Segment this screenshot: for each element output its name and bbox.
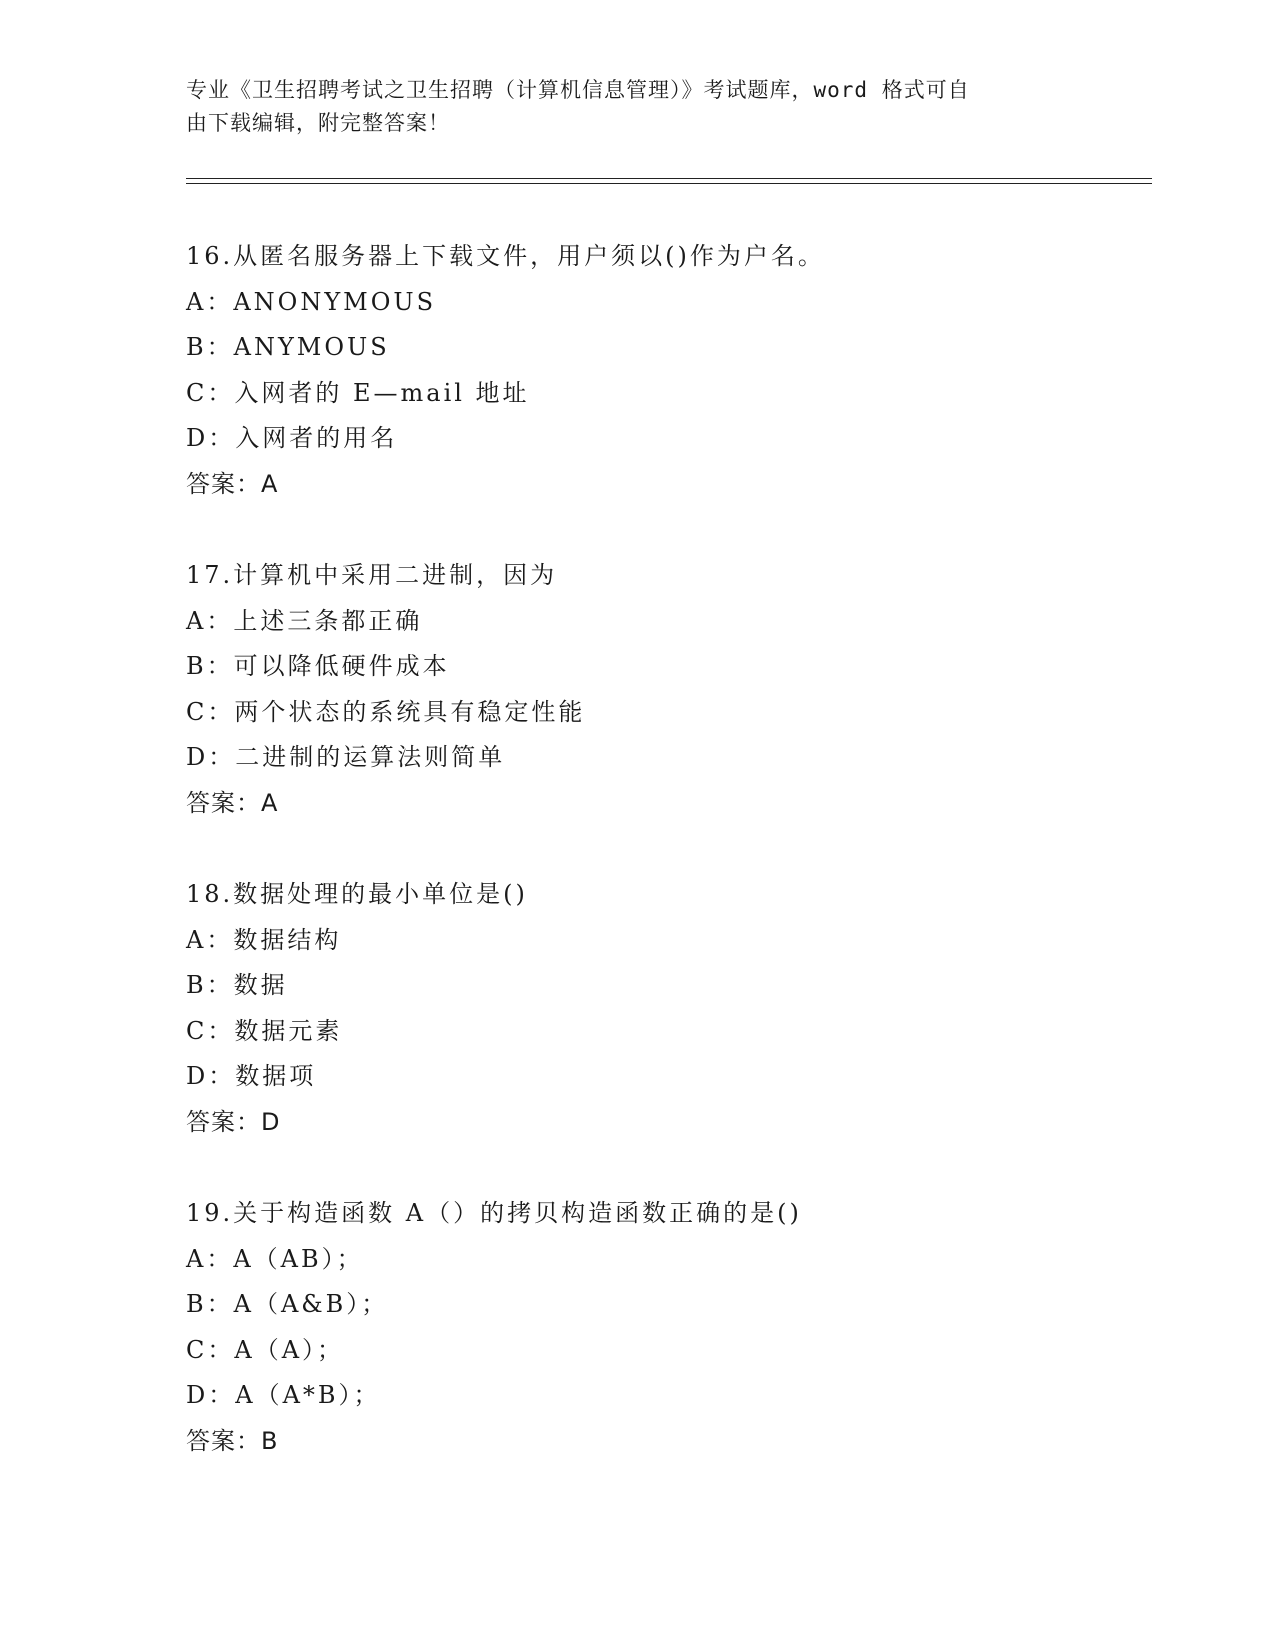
option-b: B：ANYMOUS bbox=[186, 333, 390, 361]
question-17 bbox=[186, 553, 1146, 826]
answer: 答案：D bbox=[186, 1107, 281, 1136]
option-b: B：数据 bbox=[186, 971, 288, 999]
question-stem: 19.关于构造函数 A（）的拷贝构造函数正确的是() bbox=[186, 1199, 802, 1227]
option-c: C：入网者的 E—mail 地址 bbox=[186, 378, 530, 407]
option-c: C：两个状态的系统具有稳定性能 bbox=[186, 697, 586, 726]
answer: 答案：A bbox=[186, 469, 279, 498]
answer: 答案：A bbox=[186, 788, 279, 817]
option-b: B：可以降低硬件成本 bbox=[186, 652, 450, 680]
question-stem: 16.从匿名服务器上下载文件，用户须以()作为户名。 bbox=[186, 242, 825, 270]
question-stem: 18.数据处理的最小单位是() bbox=[186, 880, 528, 908]
option-b: B：A（A&B）； bbox=[186, 1290, 389, 1318]
option-a: A：A（AB）； bbox=[186, 1244, 364, 1273]
header-line-1: 专业《卫生招聘考试之卫生招聘（计算机信息管理）》考试题库，word 格式可自 bbox=[186, 78, 970, 102]
option-d: D：A（A*B）； bbox=[186, 1381, 381, 1409]
option-c: C：A（A）； bbox=[186, 1335, 345, 1364]
option-a: A：上述三条都正确 bbox=[186, 606, 423, 635]
option-a: A：数据结构 bbox=[186, 925, 342, 954]
header-divider-top bbox=[186, 178, 1152, 179]
header-line-2: 由下载编辑，附完整答案！ bbox=[186, 111, 450, 135]
header-divider-bottom bbox=[186, 183, 1152, 184]
option-d: D：二进制的运算法则简单 bbox=[186, 743, 506, 771]
question-19 bbox=[186, 1191, 1146, 1464]
option-d: D：数据项 bbox=[186, 1062, 317, 1090]
document-header bbox=[186, 74, 1066, 140]
question-stem: 17.计算机中采用二进制，因为 bbox=[186, 561, 558, 589]
option-d: D：入网者的用名 bbox=[186, 424, 398, 452]
answer: 答案：B bbox=[186, 1426, 279, 1455]
question-18 bbox=[186, 872, 1146, 1145]
question-16 bbox=[186, 234, 1146, 507]
option-c: C：数据元素 bbox=[186, 1016, 343, 1045]
option-a: A：ANONYMOUS bbox=[186, 287, 437, 316]
